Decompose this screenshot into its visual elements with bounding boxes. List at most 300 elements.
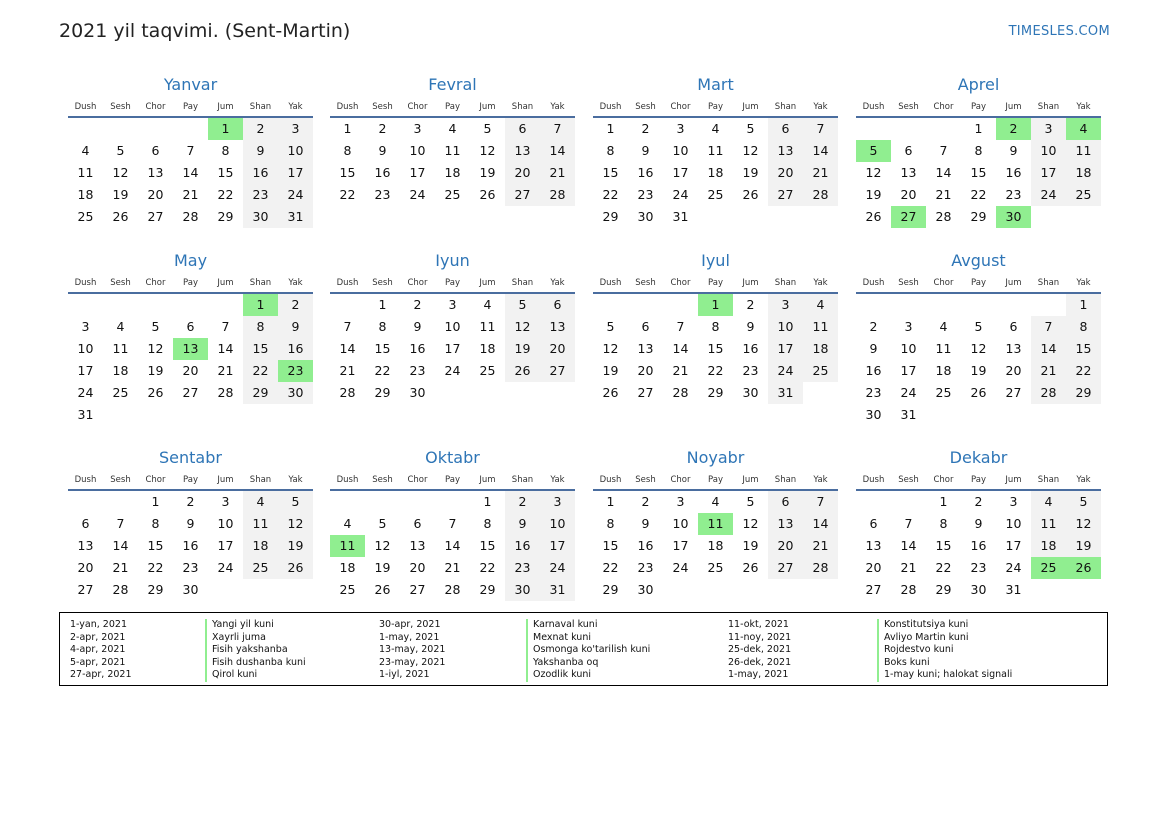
day-cell: 11: [444, 143, 461, 158]
day-cell: 1: [939, 494, 948, 509]
day-cell: 17: [444, 341, 461, 356]
weekday-label: Pay: [971, 102, 986, 112]
day-cell: 29: [707, 385, 724, 400]
day-cell: 12: [865, 165, 882, 180]
weekday-label: Jum: [742, 102, 759, 112]
day-cell: 27: [865, 582, 882, 597]
day-cell: 20: [768, 535, 803, 557]
weekday-label: Shan: [1037, 102, 1060, 112]
empty-cell: [856, 118, 891, 140]
day-cell: 6: [540, 294, 575, 316]
day-cell: 14: [935, 165, 952, 180]
legend-date: 4-apr, 2021: [70, 644, 126, 656]
month-block: [856, 75, 1101, 228]
weekday-header-row: [330, 474, 575, 489]
weekday-header-row: [593, 474, 838, 489]
legend-holiday-name: Rojdestvo kuni: [884, 644, 954, 656]
day-cell: 22: [479, 560, 496, 575]
day-cell: 13: [637, 341, 654, 356]
day-cell: 3: [81, 319, 90, 334]
day-cell: 15: [339, 165, 356, 180]
day-cell: 20: [77, 560, 94, 575]
month-name: Iyul: [701, 251, 730, 270]
day-cell: 11: [1066, 140, 1101, 162]
holiday-day-cell: 30: [996, 206, 1031, 228]
day-cell: 20: [637, 363, 654, 378]
day-grid: [856, 491, 1101, 601]
day-cell: 1: [606, 121, 615, 136]
weekday-label: Dush: [599, 475, 622, 485]
day-cell: 25: [339, 582, 356, 597]
weekday-label: Dush: [862, 278, 885, 288]
legend-holiday-name: Ozodlik kuni: [533, 669, 591, 681]
empty-cell: [138, 294, 173, 316]
day-cell: 10: [77, 341, 94, 356]
legend-holiday-name: Xayrli juma: [212, 631, 266, 643]
weekday-label: Yak: [1076, 475, 1091, 485]
day-cell: 21: [182, 187, 199, 202]
weekday-label: Shan: [774, 278, 797, 288]
weekday-label: Dush: [74, 102, 97, 112]
day-cell: 13: [409, 538, 426, 553]
day-cell: 2: [641, 494, 650, 509]
day-cell: 21: [672, 363, 689, 378]
day-cell: 11: [77, 165, 94, 180]
day-cell: 24: [409, 187, 426, 202]
month-block: [330, 448, 575, 601]
day-cell: 10: [672, 516, 689, 531]
empty-cell: [663, 294, 698, 316]
day-grid: [330, 118, 575, 206]
day-cell: 8: [343, 143, 352, 158]
legend-holiday-name: Avliyo Martin kuni: [884, 631, 969, 643]
day-cell: 26: [112, 209, 129, 224]
day-grid: [593, 294, 838, 404]
legend-holiday-name: Fisih dushanba kuni: [212, 656, 306, 668]
day-cell: 19: [1066, 535, 1101, 557]
empty-cell: [138, 118, 173, 140]
day-cell: 27: [1005, 385, 1022, 400]
day-cell: 17: [1031, 162, 1066, 184]
day-cell: 15: [970, 165, 987, 180]
day-cell: 29: [374, 385, 391, 400]
day-cell: 16: [182, 538, 199, 553]
legend-date: 1-iyl, 2021: [379, 669, 430, 681]
weekday-label: Pay: [445, 278, 460, 288]
legend-date: 1-may, 2021: [728, 669, 789, 681]
weekday-header-row: [856, 277, 1101, 292]
weekday-label: Chor: [407, 102, 428, 112]
legend-date: 1-yan, 2021: [70, 619, 127, 630]
holiday-legend: [59, 612, 1108, 686]
day-cell: 28: [444, 582, 461, 597]
month-name: Yanvar: [163, 75, 218, 94]
day-cell: 5: [483, 121, 492, 136]
day-cell: 19: [112, 187, 129, 202]
weekday-header-row: [593, 101, 838, 116]
day-cell: 10: [1031, 140, 1066, 162]
day-cell: 5: [151, 319, 160, 334]
day-cell: 29: [602, 582, 619, 597]
day-cell: 10: [1005, 516, 1022, 531]
empty-cell: [1031, 294, 1066, 316]
day-cell: 26: [147, 385, 164, 400]
holiday-day-cell: 2: [996, 118, 1031, 140]
day-cell: 19: [278, 535, 313, 557]
day-cell: 27: [637, 385, 654, 400]
legend-date: 30-apr, 2021: [379, 619, 441, 630]
day-cell: 2: [278, 294, 313, 316]
month-name: Avgust: [951, 251, 1006, 270]
day-cell: 16: [374, 165, 391, 180]
day-cell: 12: [1066, 513, 1101, 535]
day-cell: 14: [444, 538, 461, 553]
day-cell: 16: [742, 341, 759, 356]
weekday-label: Pay: [445, 102, 460, 112]
day-cell: 8: [1066, 316, 1101, 338]
weekday-header-row: [68, 277, 313, 292]
weekday-label: Sesh: [372, 278, 393, 288]
day-cell: 19: [147, 363, 164, 378]
weekday-label: Pay: [708, 102, 723, 112]
empty-cell: [103, 491, 138, 513]
site-link[interactable]: TIMESLES.COM: [1008, 24, 1110, 39]
day-cell: 28: [803, 184, 838, 206]
day-cell: 14: [217, 341, 234, 356]
day-cell: 16: [243, 162, 278, 184]
day-cell: 3: [448, 297, 457, 312]
day-cell: 15: [1066, 338, 1101, 360]
day-cell: 10: [768, 316, 803, 338]
day-cell: 20: [409, 560, 426, 575]
day-cell: 13: [540, 316, 575, 338]
month-block: [68, 448, 313, 601]
day-cell: 12: [602, 341, 619, 356]
weekday-label: Sesh: [898, 475, 919, 485]
month-block: [593, 251, 838, 404]
day-cell: 17: [672, 165, 689, 180]
day-cell: 26: [505, 360, 540, 382]
day-cell: 30: [865, 407, 882, 422]
day-cell: 15: [217, 165, 234, 180]
day-cell: 20: [900, 187, 917, 202]
day-cell: 5: [505, 294, 540, 316]
weekday-label: Dush: [74, 278, 97, 288]
day-cell: 23: [505, 557, 540, 579]
day-cell: 31: [900, 407, 917, 422]
day-cell: 5: [378, 516, 387, 531]
holiday-day-cell: 1: [698, 294, 733, 316]
day-cell: 30: [970, 582, 987, 597]
day-cell: 25: [444, 187, 461, 202]
day-cell: 29: [243, 382, 278, 404]
day-cell: 6: [505, 118, 540, 140]
day-cell: 5: [746, 494, 755, 509]
empty-cell: [856, 294, 891, 316]
day-cell: 28: [217, 385, 234, 400]
weekday-label: Chor: [933, 102, 954, 112]
weekday-label: Yak: [288, 278, 303, 288]
weekday-label: Chor: [145, 278, 166, 288]
weekday-label: Shan: [511, 475, 534, 485]
day-cell: 17: [77, 363, 94, 378]
day-cell: 5: [1066, 491, 1101, 513]
day-cell: 29: [970, 209, 987, 224]
day-cell: 30: [243, 206, 278, 228]
weekday-label: Jum: [742, 475, 759, 485]
day-cell: 17: [900, 363, 917, 378]
weekday-label: Shan: [1037, 278, 1060, 288]
weekday-label: Jum: [217, 278, 234, 288]
legend-dates-col-3: [728, 619, 791, 682]
empty-cell: [891, 491, 926, 513]
legend-date: 2-apr, 2021: [70, 631, 126, 643]
day-cell: 7: [448, 516, 457, 531]
weekday-label: Yak: [550, 102, 565, 112]
day-cell: 6: [1009, 319, 1018, 334]
month-name: Fevral: [428, 75, 477, 94]
day-cell: 19: [374, 560, 391, 575]
day-cell: 16: [970, 538, 987, 553]
page-title: 2021 yil taqvimi. (Sent-Martin): [59, 20, 351, 42]
empty-cell: [365, 491, 400, 513]
day-cell: 17: [768, 338, 803, 360]
empty-cell: [628, 294, 663, 316]
legend-holiday-name: Boks kuni: [884, 656, 930, 668]
day-cell: 2: [505, 491, 540, 513]
day-cell: 21: [217, 363, 234, 378]
holiday-day-cell: 1: [243, 294, 278, 316]
day-cell: 17: [278, 162, 313, 184]
month-name: Dekabr: [949, 448, 1008, 467]
empty-cell: [891, 118, 926, 140]
day-cell: 8: [221, 143, 230, 158]
weekday-label: Sesh: [110, 278, 131, 288]
day-cell: 13: [505, 140, 540, 162]
day-cell: 10: [672, 143, 689, 158]
month-block: [68, 251, 313, 426]
legend-holiday-name: Yakshanba oq: [533, 656, 599, 668]
day-cell: 10: [900, 341, 917, 356]
weekday-label: Pay: [708, 278, 723, 288]
weekday-label: Sesh: [635, 475, 656, 485]
day-cell: 6: [81, 516, 90, 531]
day-cell: 20: [865, 560, 882, 575]
day-cell: 9: [974, 516, 983, 531]
day-cell: 7: [116, 516, 125, 531]
day-cell: 9: [186, 516, 195, 531]
weekday-label: Sesh: [635, 102, 656, 112]
month-block: [330, 251, 575, 404]
day-cell: 22: [602, 187, 619, 202]
day-cell: 7: [803, 491, 838, 513]
empty-cell: [593, 294, 628, 316]
day-cell: 27: [768, 184, 803, 206]
day-cell: 2: [869, 319, 878, 334]
day-cell: 13: [865, 538, 882, 553]
day-cell: 16: [865, 363, 882, 378]
day-cell: 26: [865, 209, 882, 224]
day-cell: 5: [746, 121, 755, 136]
weekday-label: Yak: [813, 278, 828, 288]
legend-names-col-3: [877, 619, 1012, 682]
day-cell: 22: [217, 187, 234, 202]
day-cell: 30: [637, 209, 654, 224]
day-cell: 11: [935, 341, 952, 356]
month-block: [593, 448, 838, 601]
weekday-label: Jum: [1005, 278, 1022, 288]
weekday-label: Jum: [479, 102, 496, 112]
day-cell: 18: [803, 338, 838, 360]
day-cell: 11: [803, 316, 838, 338]
day-cell: 3: [904, 319, 913, 334]
day-cell: 2: [974, 494, 983, 509]
day-cell: 28: [540, 184, 575, 206]
day-cell: 10: [409, 143, 426, 158]
day-cell: 7: [186, 143, 195, 158]
day-cell: 23: [182, 560, 199, 575]
day-cell: 27: [768, 557, 803, 579]
day-cell: 29: [602, 209, 619, 224]
day-grid: [68, 118, 313, 228]
weekday-label: Yak: [813, 475, 828, 485]
day-cell: 21: [339, 363, 356, 378]
day-cell: 15: [935, 538, 952, 553]
day-cell: 11: [112, 341, 129, 356]
weekday-header-row: [68, 474, 313, 489]
day-cell: 21: [803, 162, 838, 184]
day-cell: 8: [243, 316, 278, 338]
day-cell: 10: [217, 516, 234, 531]
day-cell: 23: [970, 560, 987, 575]
day-cell: 23: [637, 560, 654, 575]
day-cell: 20: [768, 162, 803, 184]
day-cell: 24: [278, 184, 313, 206]
day-cell: 13: [77, 538, 94, 553]
day-cell: 18: [339, 560, 356, 575]
weekday-label: Dush: [599, 278, 622, 288]
day-cell: 11: [707, 143, 724, 158]
day-cell: 1: [151, 494, 160, 509]
day-cell: 9: [641, 516, 650, 531]
day-cell: 2: [413, 297, 422, 312]
weekday-label: Chor: [145, 102, 166, 112]
day-cell: 28: [935, 209, 952, 224]
day-cell: 6: [151, 143, 160, 158]
day-cell: 19: [970, 363, 987, 378]
day-cell: 27: [540, 360, 575, 382]
day-cell: 23: [1005, 187, 1022, 202]
weekday-header-row: [330, 101, 575, 116]
legend-dates-col-1: [70, 619, 132, 682]
day-cell: 16: [505, 535, 540, 557]
legend-date: 23-may, 2021: [379, 656, 446, 668]
day-cell: 13: [768, 513, 803, 535]
holiday-day-cell: 1: [208, 118, 243, 140]
day-cell: 14: [672, 341, 689, 356]
day-cell: 22: [339, 187, 356, 202]
day-cell: 2: [243, 118, 278, 140]
day-cell: 26: [374, 582, 391, 597]
weekday-label: Shan: [1037, 475, 1060, 485]
day-cell: 2: [746, 297, 755, 312]
day-cell: 23: [742, 363, 759, 378]
day-cell: 2: [641, 121, 650, 136]
legend-date: 25-dek, 2021: [728, 644, 792, 656]
day-cell: 24: [444, 363, 461, 378]
day-cell: 10: [278, 140, 313, 162]
day-cell: 23: [409, 363, 426, 378]
holiday-day-cell: 13: [173, 338, 208, 360]
weekday-label: Sesh: [372, 475, 393, 485]
month-block: [593, 75, 838, 228]
day-cell: 13: [147, 165, 164, 180]
day-cell: 20: [505, 162, 540, 184]
day-cell: 29: [1066, 382, 1101, 404]
day-cell: 27: [409, 582, 426, 597]
day-cell: 18: [1066, 162, 1101, 184]
legend-date: 5-apr, 2021: [70, 656, 126, 668]
weekday-label: Jum: [742, 278, 759, 288]
weekday-label: Chor: [407, 278, 428, 288]
day-cell: 3: [1009, 494, 1018, 509]
month-block: [330, 75, 575, 206]
empty-cell: [173, 294, 208, 316]
day-cell: 18: [243, 535, 278, 557]
weekday-label: Shan: [249, 475, 272, 485]
day-cell: 7: [221, 319, 230, 334]
weekday-label: Shan: [511, 278, 534, 288]
day-cell: 24: [77, 385, 94, 400]
empty-cell: [103, 294, 138, 316]
day-cell: 26: [278, 557, 313, 579]
day-cell: 7: [939, 143, 948, 158]
day-cell: 28: [339, 385, 356, 400]
weekday-label: Sesh: [110, 475, 131, 485]
day-cell: 28: [1031, 382, 1066, 404]
day-grid: [330, 294, 575, 404]
day-cell: 11: [243, 513, 278, 535]
day-cell: 26: [602, 385, 619, 400]
legend-holiday-name: Osmonga ko'tarilish kuni: [533, 644, 651, 656]
empty-cell: [856, 491, 891, 513]
day-cell: 9: [746, 319, 755, 334]
day-cell: 14: [803, 140, 838, 162]
day-cell: 30: [182, 582, 199, 597]
day-cell: 4: [116, 319, 125, 334]
empty-cell: [400, 491, 435, 513]
empty-cell: [926, 294, 961, 316]
weekday-label: Jum: [217, 475, 234, 485]
day-cell: 2: [186, 494, 195, 509]
day-cell: 12: [970, 341, 987, 356]
day-cell: 20: [182, 363, 199, 378]
day-cell: 29: [935, 582, 952, 597]
legend-dates-col-2: [379, 619, 445, 682]
day-cell: 22: [374, 363, 391, 378]
weekday-label: Jum: [479, 278, 496, 288]
day-cell: 25: [707, 560, 724, 575]
day-cell: 5: [974, 319, 983, 334]
day-cell: 31: [540, 579, 575, 601]
weekday-label: Sesh: [372, 102, 393, 112]
weekday-label: Dush: [336, 475, 359, 485]
weekday-label: Sesh: [898, 278, 919, 288]
day-cell: 7: [803, 118, 838, 140]
weekday-label: Pay: [971, 475, 986, 485]
day-cell: 19: [505, 338, 540, 360]
day-cell: 9: [641, 143, 650, 158]
